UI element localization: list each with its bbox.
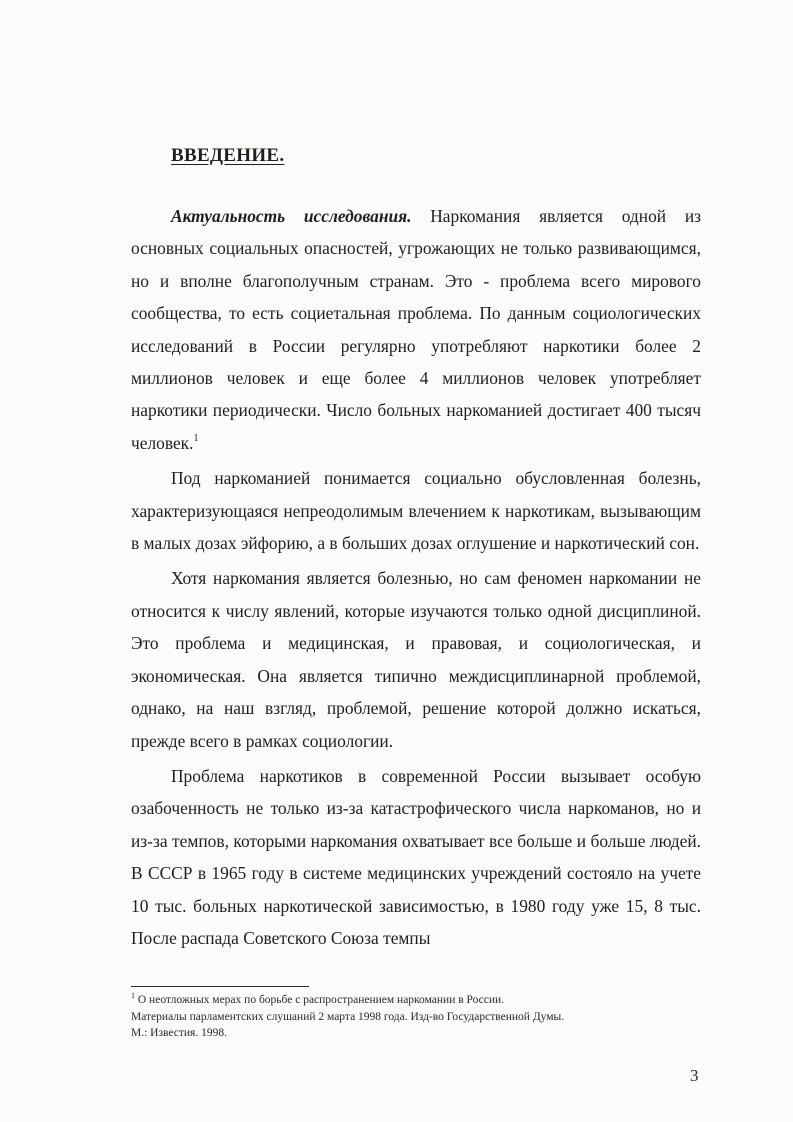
paragraph-text: Наркомания является одной из основных социальных опасностей, угрожающих не только развивающимся, но и вполне благополучным странам. Это - проблема всего мирового сообщества, то есть социетальная проблема. По данным социологических исследований в России регулярно употребляют наркотики более 2 миллионов человек и еще более 4 миллионов человек употребляет наркотики периодически. Число больных наркоманией достигает 400 тысяч человек. [131, 206, 702, 453]
footnote-line: Материалы парламентских слушаний 2 марта 1998 года. Изд-во Государственной Думы. [131, 1010, 565, 1023]
footnote-reference[interactable]: 1 [193, 432, 199, 444]
paragraph-relevance [131, 200, 701, 459]
page-number: 3 [690, 1066, 699, 1085]
section-heading: ВВЕДЕНИЕ. [171, 145, 285, 166]
paragraph-definition: Под наркоманией понимается социально обусловленная болезнь, характеризующаяся непреодолимым влечением к наркотикам, вызывающим в малых дозах эйфорию, а в больших дозах оглушение и наркотический сон. [131, 468, 701, 554]
paragraph-interdisciplinary: Хотя наркомания является болезнью, но сам феномен наркомании не относится к числу явлений, которые изучаются только одной дисциплиной. Это проблема и медицинская, и правовая, и социологическая, и экономическая. Она является типично междисциплинарной проблемой, однако, на наш взгляд, проблемой, решение которой должно искаться, прежде всего в рамках социологии. [131, 568, 701, 751]
footnote-divider [131, 986, 309, 987]
footnote-marker: 1 [131, 991, 135, 1000]
footnote [131, 992, 711, 1042]
paragraph-statistics: Проблема наркотиков в современной России вызывает особую озабоченность не только из-за катастрофического числа наркоманов, но и из-за темпов, которыми наркомания охватывает все больше и больше людей. В СССР в 1965 году в системе медицинских учреждений состояло на учете 10 тыс. больных наркотической зависимостью, в 1980 году уже 15, 8 тыс. После распада Советского Союза темпы [131, 765, 701, 948]
footnote-line: М.: Известия. 1998. [131, 1027, 227, 1039]
document-body [131, 200, 701, 954]
footnote-line: $^1$ О неотложных мерах по борьбе с распространением наркомании в России. [131, 991, 505, 1006]
paragraph-lead: Актуальность исследования. [171, 206, 412, 226]
